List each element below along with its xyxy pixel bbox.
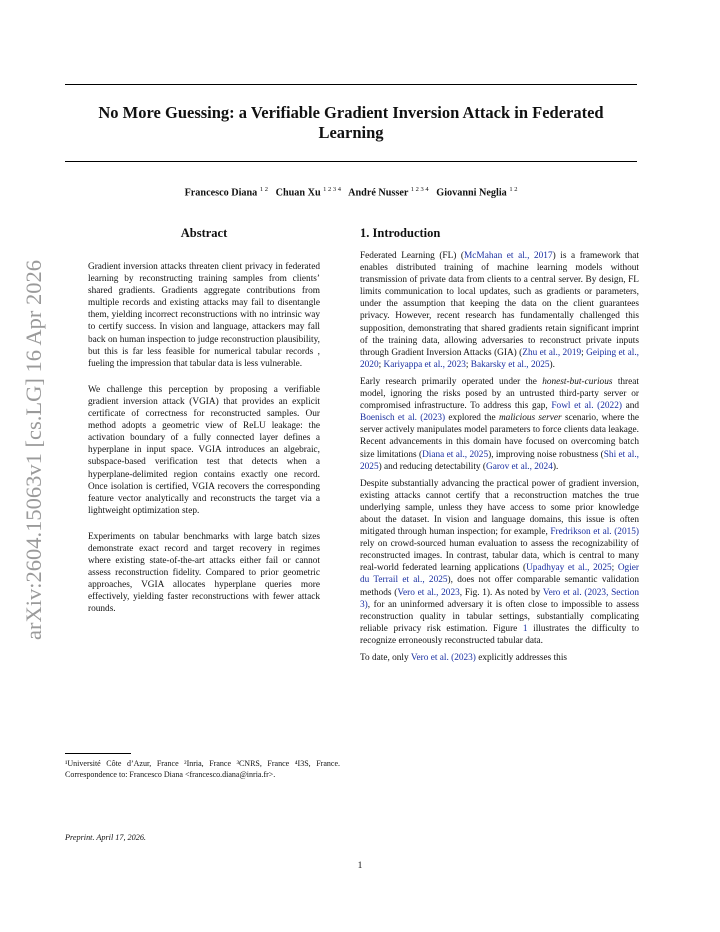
author-list	[65, 186, 637, 198]
figure-link[interactable]: 1	[522, 623, 528, 634]
author-name: Giovanni Neglia	[436, 187, 507, 199]
abstract-paragraph: We challenge this perception by proposing a verifiable gradient inversion attack (VGIA) that provides an explicit certificate of correctness for reconstructed samples. Our method adopts a geometric view of ReLU leakage: the activation boundary of a fully connected layer defines a hyperplane in input space. VGIA introduces an algebraic, subspace-based verification test that detects when a hyperplane-delimited region contains exactly one record. Once isolation is certified, VGIA recovers the corresponding feature vector analytically and reconstructs the target via a lightweight optimization step.	[88, 384, 320, 516]
author-name: Chuan Xu	[275, 187, 321, 199]
text: threat model, ignoring the risks posed by an untrusted third-party server or compromised infrastructure. To address this gap,	[360, 376, 639, 412]
citation-link[interactable]: Vero et al. (2023)	[410, 653, 476, 663]
abstract-paragraph: Gradient inversion attacks threaten client privacy in federated learning by reconstructing training samples from clients’ shared gradients. Gradients aggregate contributions from multiple records and existing attacks may fail to disentangle them, yielding incorrect reconstructions with no intrinsic way to certify success. In vision and language, attackers may fall back on human inspection to judge reconstruction plausibility, but this is far less feasible for numerical tabular records , fueling the impression that tabular data is less vulnerable.	[88, 262, 320, 369]
paper-title: No More Guessing: a Verifiable Gradient Inversion Attack in Federated Learning	[98, 103, 604, 142]
text: ).	[549, 359, 555, 370]
text: illustrates the difficulty to recognize erroneously reconstructed tabular data.	[360, 623, 639, 646]
citation-link[interactable]: Boenisch et al. (2023)	[360, 413, 446, 424]
citation-link[interactable]: Geiping et al., 2020	[360, 347, 639, 370]
intro-paragraph	[360, 376, 639, 473]
citation-link[interactable]: Zhu et al., 2019	[522, 347, 582, 358]
text: ), improving noise robustness (	[488, 449, 604, 460]
abstract-heading: Abstract	[180, 226, 228, 240]
author-affiliation: 1 2	[509, 186, 518, 193]
text: rely on crowd-sourced human evaluation to assess the recognizability of reconstructed images. In contrast, tabular data, which is central to many real-world federated learning applications (	[360, 539, 639, 574]
intro-paragraph	[360, 250, 639, 371]
abstract-column	[88, 226, 320, 630]
author-name: Francesco Diana	[184, 187, 258, 199]
author-name: André Nusser	[348, 187, 409, 199]
introduction-column	[360, 226, 639, 669]
citation-link[interactable]: Vero et al., 2023	[397, 587, 460, 598]
citation-link[interactable]: Ogier du Terrail et al., 2025	[360, 563, 639, 586]
text: , for an uninformed adversary it is often close to impossible to assess reconstruction quality in tabular settings, substantially complicating reliable privacy risk estimation. Figure	[360, 599, 639, 634]
citation-link[interactable]: Kariyappa et al., 2023	[383, 359, 466, 370]
text: , Fig. 1). As noted by	[459, 587, 543, 598]
author-affiliation: 1 2 3 4	[323, 186, 342, 193]
text: ;	[378, 359, 384, 370]
citation-link[interactable]: Shi et al., 2025	[360, 449, 639, 472]
text: Federated Learning (FL) (	[360, 251, 465, 261]
abstract-paragraph: Experiments on tabular benchmarks with large batch sizes demonstrate exact record and target recovery in regimes where existing state-of-the-art attacks either fail or cannot assess reconstruction fidelity. Compared to prior geometric approaches, VGIA allocates hyperplane queries more effectively, yielding faster reconstructions with fewer attack rounds.	[88, 531, 320, 615]
citation-link[interactable]: Diana et al., 2025	[422, 449, 489, 460]
citation-link[interactable]: McMahan et al., 2017	[464, 251, 553, 261]
title-top-rule	[65, 84, 637, 85]
citation-link[interactable]: Upadhyay et al., 2025	[526, 563, 612, 574]
affiliations-footnote: ¹Université Côte d’Azur, France ²Inria, France ³CNRS, France ⁴I3S, France. Correspondence to: Francesco Diana <francesco.diana@inria.fr>.	[65, 759, 340, 779]
text: and	[621, 401, 639, 412]
text: Early research primarily operated under the	[360, 376, 543, 387]
citation-link[interactable]: Vero et al. (2023, Section 3)	[360, 587, 640, 610]
author-affiliation: 1 2	[259, 186, 268, 193]
text: ;	[465, 359, 471, 370]
text: ).	[552, 461, 559, 472]
page-number: 1	[357, 861, 363, 871]
intro-paragraph	[360, 478, 639, 647]
footnote-rule	[65, 753, 131, 754]
text: ), does not offer comparable semantic validation methods (	[360, 575, 639, 598]
citation-link[interactable]: Fredrikson et al. (2015)	[550, 527, 639, 538]
citation-link[interactable]: Fowl et al. (2022)	[551, 401, 622, 412]
text: ) and reducing detectability (	[378, 461, 486, 472]
text: scenario, where the server actively manipulates model parameters to force clients data leakage. Recent advancements in this domain have focused on overcoming batch size limitations (	[360, 413, 640, 460]
text: To date, only	[360, 653, 411, 663]
citation-link[interactable]: Bakarsky et al., 2025	[470, 359, 550, 370]
intro-paragraph	[360, 652, 639, 664]
text: explored the	[445, 413, 499, 424]
emphasis: honest-but-curious	[542, 376, 613, 387]
title-bottom-rule	[65, 161, 637, 162]
preprint-note: Preprint. April 17, 2026.	[65, 833, 146, 842]
text: ) is a framework that enables distributed training of machine learning models without transmission of private data from clients to a central server. By design, FL limits communication to local updates, such as gradients or parameters, under the assumption that keeping the data on the client guarantees privacy. However, recent research has fundamentally challenged this supposition, demonstrating that shared gradients retain significant imprint of the training data, allowing adversaries to reconstruct private inputs through Gradient Inversion Attacks (GIA) (	[360, 251, 639, 358]
citation-link[interactable]: Garov et al., 2024	[485, 461, 553, 472]
emphasis: malicious server	[498, 413, 562, 424]
section-heading: 1. Introduction	[360, 226, 441, 240]
text: ;	[611, 563, 618, 574]
arxiv-identifier: arXiv:2604.15063v1 [cs.LG] 16 Apr 2026	[21, 260, 46, 640]
text: explicitly addresses this	[475, 653, 568, 663]
text: Despite substantially advancing the practical power of gradient inversion, existing attacks cannot certify that a reconstruction matches the true underlying sample, unless they have access to some prior knowledge about the dataset. In vision and language domains, this issue is often mitigated through human inspection; for example,	[360, 478, 639, 538]
author-affiliation: 1 2 3 4	[410, 186, 429, 193]
text: ;	[581, 347, 587, 358]
